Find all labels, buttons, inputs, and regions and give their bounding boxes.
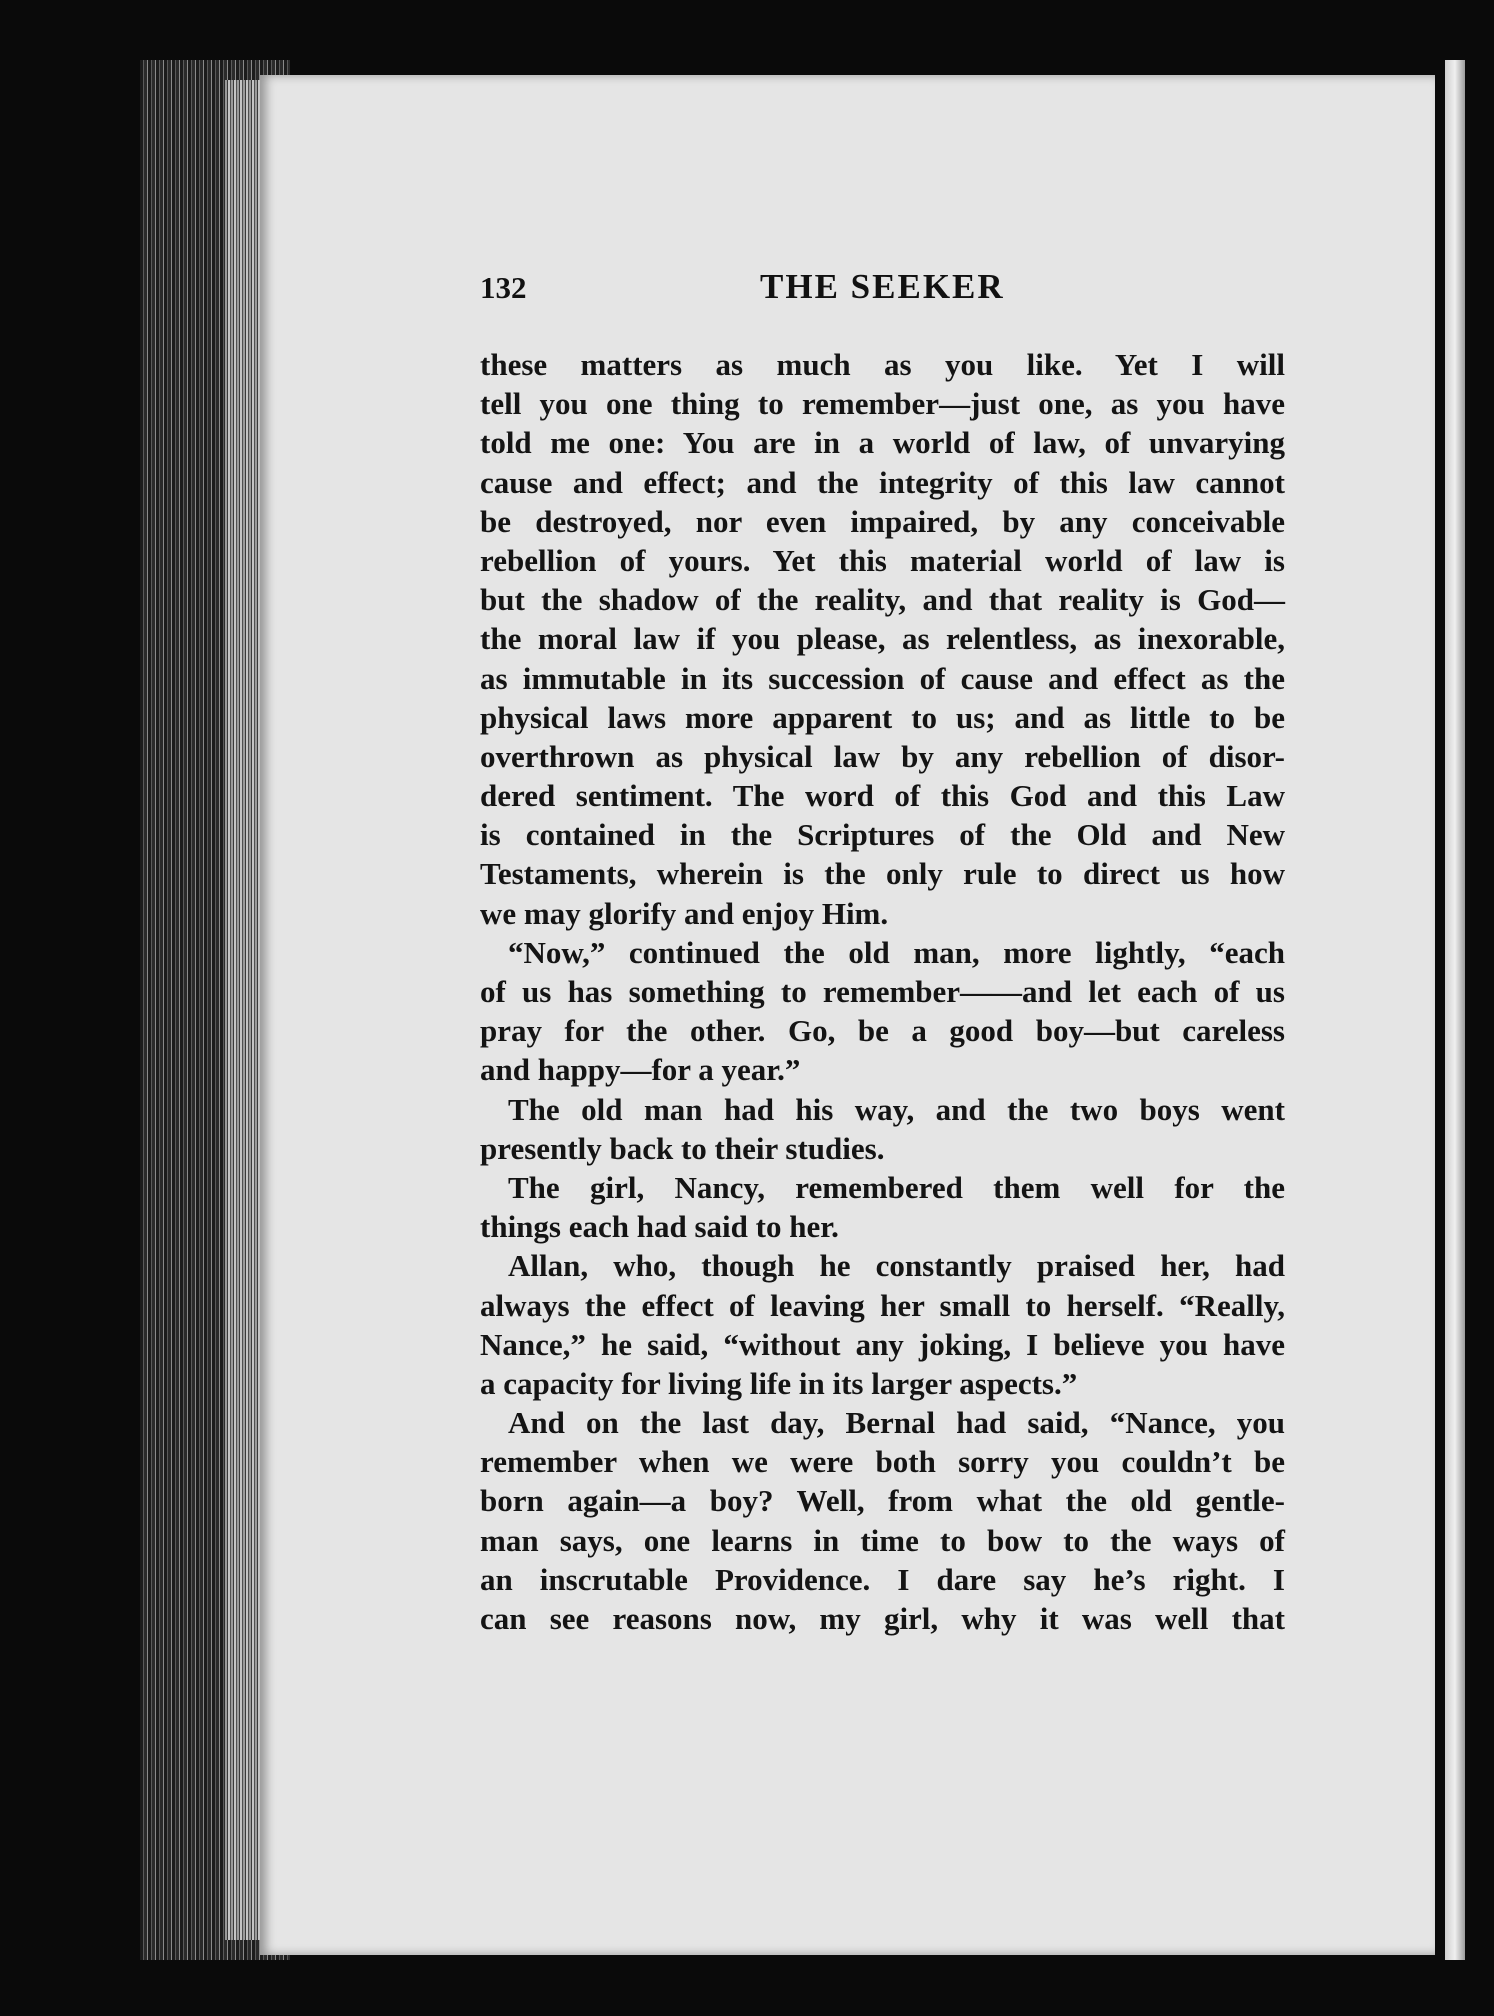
page-header xyxy=(260,265,1435,325)
book-page xyxy=(260,75,1435,1955)
text-line: physical laws more apparent to us; and as little to be xyxy=(480,699,1285,735)
text-line: told me one: You are in a world of law, of unvarying xyxy=(480,425,1285,461)
text-line: “Now,” continued the old man, more lightly, “each xyxy=(508,934,1285,970)
text-line: The old man had his way, and the two boys went xyxy=(508,1091,1285,1127)
text-line: always the effect of leaving her small to herself. “Really, xyxy=(480,1287,1285,1323)
text-line: these matters as much as you like. Yet I will xyxy=(480,347,1285,382)
text-line: a capacity for living life in its larger aspects.” xyxy=(480,1365,1078,1401)
text-line: overthrown as physical law by any rebellion of disor- xyxy=(480,738,1285,774)
text-line: Nance,” he said, “without any joking, I believe you have xyxy=(480,1326,1285,1362)
text-line: dered sentiment. The word of this God and this Law xyxy=(480,778,1285,814)
next-page-edge xyxy=(1445,60,1465,1960)
running-title: THE SEEKER xyxy=(760,267,1005,306)
text-line: the moral law if you please, as relentless, as inexorable, xyxy=(480,621,1285,657)
text-line: remember when we were both sorry you couldn’t be xyxy=(480,1444,1285,1480)
text-line: as immutable in its succession of cause and effect as the xyxy=(480,660,1285,696)
text-line: but the shadow of the reality, and that reality is God— xyxy=(480,582,1285,618)
text-line: rebellion of yours. Yet this material world of law is xyxy=(480,542,1285,578)
text-line: is contained in the Scriptures of the Old and New xyxy=(480,817,1285,853)
text-line: presently back to their studies. xyxy=(480,1130,885,1166)
page-number: 132 xyxy=(480,270,527,305)
text-line: And on the last day, Bernal had said, “Nance, you xyxy=(508,1405,1285,1441)
text-line: can see reasons now, my girl, why it was well that xyxy=(480,1601,1285,1636)
text-line: things each had said to her. xyxy=(480,1209,839,1245)
text-line: an inscrutable Providence. I dare say he’s right. I xyxy=(480,1561,1285,1597)
text-line: Allan, who, though he constantly praised her, had xyxy=(508,1248,1285,1284)
text-line: tell you one thing to remember—just one, as you have xyxy=(480,386,1285,422)
text-line: we may glorify and enjoy Him. xyxy=(480,895,889,931)
text-line: of us has something to remember——and let each of us xyxy=(480,974,1285,1009)
text-line: man says, one learns in time to bow to the ways of xyxy=(480,1522,1285,1558)
text-line: be destroyed, nor even impaired, by any conceivable xyxy=(480,503,1285,539)
body-text xyxy=(480,345,1285,1638)
text-line: cause and effect; and the integrity of this law cannot xyxy=(480,464,1285,500)
text-line: The girl, Nancy, remembered them well for the xyxy=(508,1169,1285,1205)
text-line: Testaments, wherein is the only rule to direct us how xyxy=(480,856,1285,892)
text-line: pray for the other. Go, be a good boy—but careless xyxy=(480,1013,1285,1049)
text-line: born again—a boy? Well, from what the old gentle- xyxy=(480,1483,1285,1519)
text-line: and happy—for a year.” xyxy=(480,1052,801,1088)
